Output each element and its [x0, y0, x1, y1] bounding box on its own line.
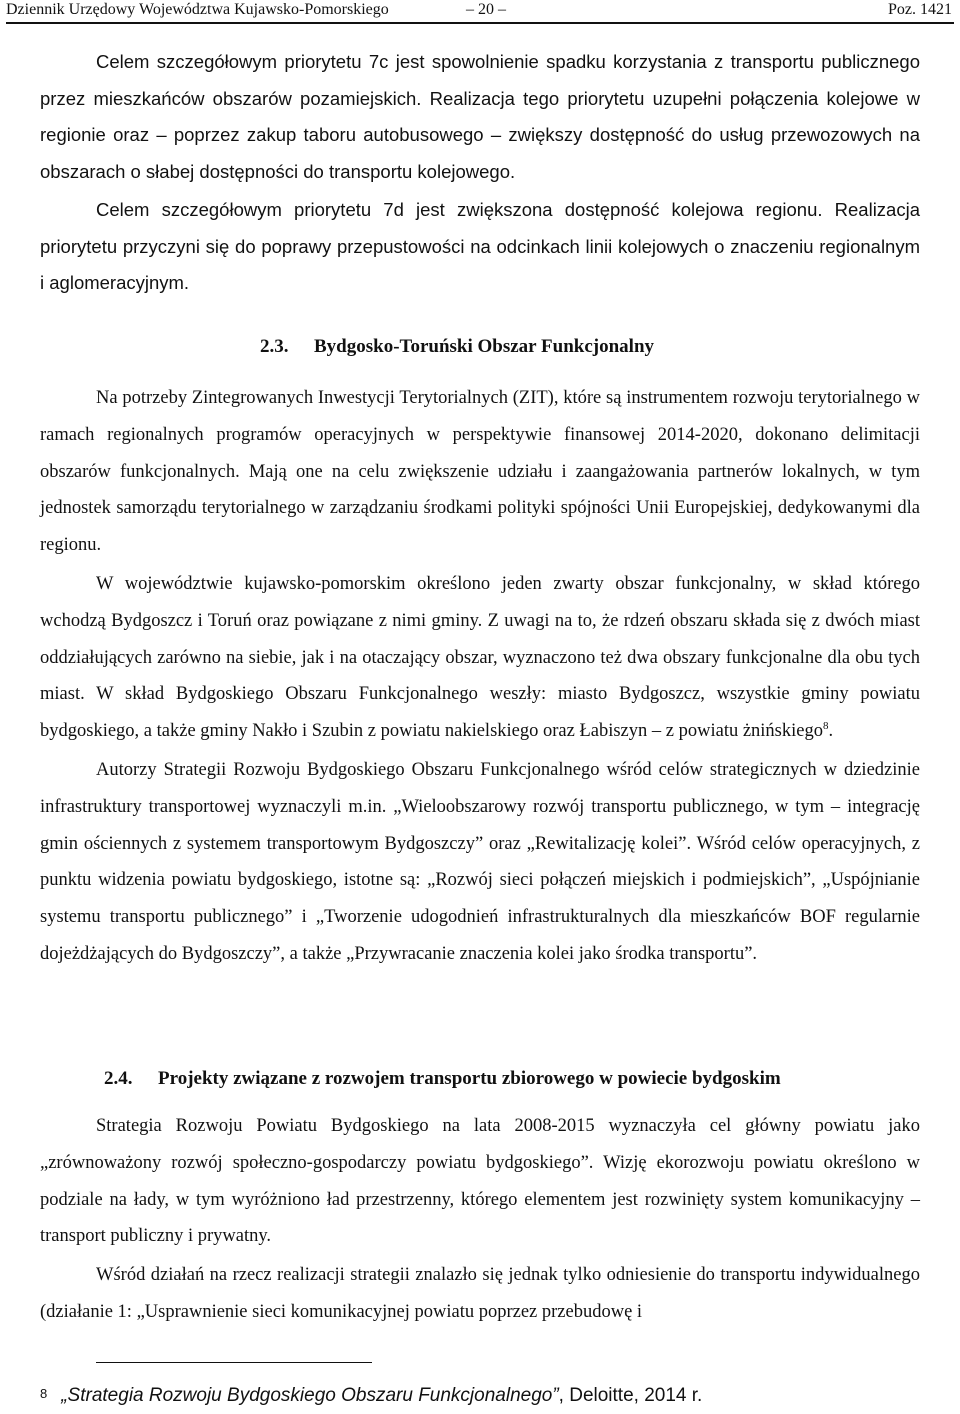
paragraph-priority-7d: Celem szczegółowym priorytetu 7d jest zwiększona dostępność kolejowa regionu. Realizacja priorytetu przyczyni się do poprawy przepustowości na odcinkach linii kolejowych o znaczeniu regionalnym i aglomeracyjnym.	[40, 199, 920, 293]
footnote-reference[interactable]: 8	[822, 720, 829, 733]
section-number: 2.3.	[260, 336, 289, 357]
footnote-title: „Strategia Rozwoju Bydgoskiego Obszaru Funkcjonalnego”	[61, 1385, 559, 1406]
section-number: 2.4.	[104, 1068, 133, 1089]
paragraph-county-strategy: Strategia Rozwoju Powiatu Bydgoskiego na lata 2008-2015 wyznaczyła cel główny powiatu jako „zrównoważony rozwój społeczno-gospodarczy powiatu bydgoskiego”. Wizję ekorozwoju powiatu określono w podziale na łady, w tym wyróżniono ład przestrzenny, którego elementem jest rozwinięty system komunikacyjny – transport publiczny i prywatny.	[40, 1116, 920, 1247]
footnote-source: , Deloitte, 2014 r.	[558, 1385, 703, 1406]
section-heading-2-4	[104, 1068, 924, 1090]
footnote-separator	[96, 1362, 372, 1363]
paragraph-priority-7c: Celem szczegółowym priorytetu 7c jest spowolnienie spadku korzystania z transportu publicznego przez mieszkańców obszarów pozamiejskich. Realizacja tego priorytetu uzupełni połączenia kolejowe w regionie oraz – poprzez zakup taboru autobusowego – zwiększy dostępność do usług przewozowych na obszarach o słabej dostępności do transportu kolejowego.	[40, 51, 920, 182]
paragraph-functional-area	[40, 566, 920, 750]
paragraph-functional-area-text: W województwie kujawsko-pomorskim określono jeden zwarty obszar funkcjonalny, w skład którego wchodzą Bydgoszcz i Toruń oraz powiązane z nimi gminy. Z uwagi na to, że rdzeń obszaru składa się z dwóch miast oddziałujących zarówno na siebie, jak i na otaczający obszar, wyznaczono też dwa obszary funkcjonalne dla obu tych miast. W skład Bydgoskiego Obszaru Funkcjonalnego weszły: miasto Bydgoszcz, wszystkie gminy powiatu bydgoskiego, a także gminy Nakło i Szubin z powiatu nakielskiego oraz Łabiszyn – z powiatu żnińskiego	[40, 573, 920, 742]
section-2-3-body	[40, 380, 920, 973]
paragraph-county-actions: Wśród działań na rzecz realizacji strategii znalazło się jednak tylko odniesienie do transportu indywidualnego (działanie 1: „Usprawnienie sieci komunikacyjnej powiatu poprzez przebudowę i	[40, 1265, 920, 1322]
section-heading-2-3	[260, 336, 920, 358]
journal-name: Dziennik Urzędowy Województwa Kujawsko-Pomorskiego	[6, 1, 389, 18]
section-2-4-body	[40, 1108, 920, 1331]
section-title: Projekty związane z rozwojem transportu zbiorowego w powiecie bydgoskim	[158, 1068, 781, 1089]
period: .	[828, 721, 834, 742]
page-number: – 20 –	[466, 1, 506, 18]
paragraph-bof-strategy: Autorzy Strategii Rozwoju Bydgoskiego Obszaru Funkcjonalnego wśród celów strategicznych w dziedzinie infrastruktury transportowej wyznaczyli m.in. „Wieloobszarowy rozwój transportu publicznego, w tym – integrację gmin ościennych z systemem transportowym Bydgoszczy” oraz „Rewitalizację kolei”. Wśród celów operacyjnych, z punktu widzenia powiatu bydgoskiego, istotne są: „Rozwój sieci połączeń miejskich i podmiejskich”, „Uspójnianie systemu transportu publicznego” i „Tworzenie udogodnień infrastrukturalnych dla mieszkańców BOF regularnie dojeżdżających do Bydgoszczy”, a także „Przywracanie znaczenia kolei jako środka transportu”.	[40, 759, 920, 964]
page-header	[6, 0, 954, 24]
section-title: Bydgosko-Toruński Obszar Funkcjonalny	[314, 336, 655, 357]
paragraph-zit: Na potrzeby Zintegrowanych Inwestycji Terytorialnych (ZIT), które są instrumentem rozwoju terytorialnego w ramach regionalnych programów operacyjnych w perspektywie finansowej 2014-2020, dokonano delimitacji obszarów funkcjonalnych. Mają one na celu zwiększenie udziału i zaangażowania partnerów lokalnych, w tym jednostek samorządu terytorialnego w zarządzaniu środkami polityki spójności Unii Europejskiej, dedykowanymi dla regionu.	[40, 388, 920, 556]
footnote	[40, 1382, 920, 1410]
priority-paragraphs	[40, 44, 920, 302]
position-number: Poz. 1421	[888, 1, 952, 18]
footnote-mark: 8	[40, 1386, 48, 1401]
